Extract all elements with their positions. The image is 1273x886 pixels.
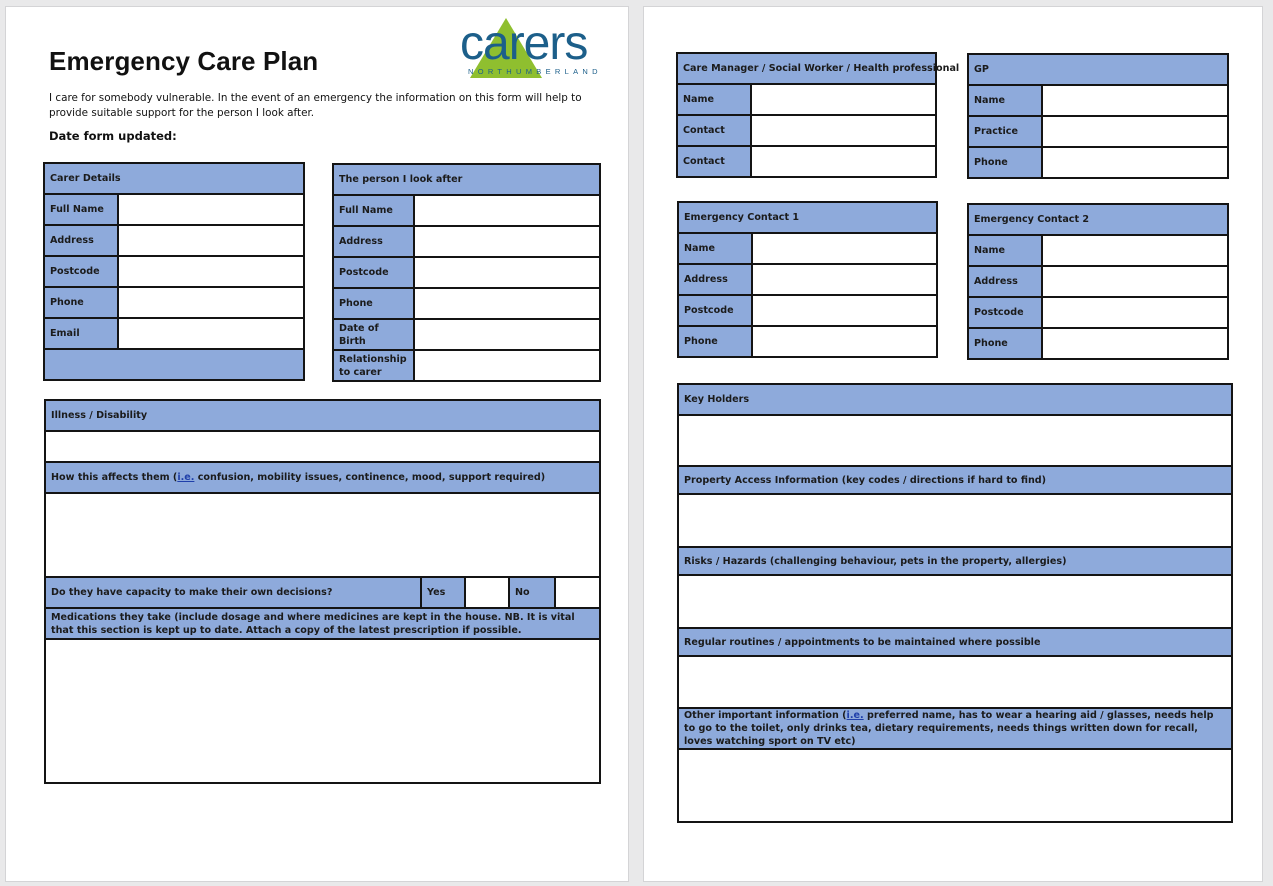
- field-label: Email: [44, 318, 118, 349]
- yes-field[interactable]: [465, 577, 509, 608]
- field-label: Contact: [677, 115, 751, 146]
- risks-field[interactable]: [678, 575, 1232, 628]
- ec1-postcode-field[interactable]: [752, 295, 937, 326]
- routines-heading: Regular routines / appointments to be maintained where possible: [678, 628, 1232, 656]
- field-label: Address: [44, 225, 118, 256]
- person-postcode-field[interactable]: [414, 257, 600, 288]
- care-manager-contact2-field[interactable]: [751, 146, 936, 177]
- relationship-label-line1: Relationship: [339, 353, 407, 365]
- affects-text-b: confusion, mobility issues, continence, mood, support required): [194, 472, 546, 483]
- property-access-heading: Property Access Information (key codes / directions if hard to find): [678, 466, 1232, 494]
- other-text-b: preferred name, has to wear a hearing aid / glasses, needs help to go to the toilet, only drinks tea, dietary requirements, needs things written down for recall, loves watching sport on TV etc): [684, 710, 1214, 747]
- ec2-name-field[interactable]: [1042, 235, 1228, 266]
- key-holders-heading: Key Holders: [678, 384, 1232, 415]
- field-label: Phone: [333, 288, 414, 319]
- person-full-name-field[interactable]: [414, 195, 600, 226]
- affects-ie: i.e.: [177, 472, 195, 483]
- person-phone-field[interactable]: [414, 288, 600, 319]
- capacity-question: Do they have capacity to make their own decisions?: [45, 577, 421, 608]
- field-label: [333, 319, 414, 350]
- medications-heading: Medications they take (include dosage and where medicines are kept in the house. NB. It is vital that this section is kept up to date. Attach a copy of the latest prescription if possible.: [45, 608, 600, 639]
- person-address-field[interactable]: [414, 226, 600, 257]
- field-label: Address: [333, 226, 414, 257]
- gp-practice-field[interactable]: [1042, 116, 1228, 147]
- emergency-contact-1-table: [677, 201, 938, 358]
- care-manager-name-field[interactable]: [751, 84, 936, 115]
- dob-label-line2: Birth: [339, 335, 366, 347]
- gp-heading: GP: [968, 54, 1228, 85]
- field-label: Name: [968, 235, 1042, 266]
- care-manager-table: [676, 52, 960, 178]
- affects-field[interactable]: [45, 493, 600, 577]
- field-label: Address: [968, 266, 1042, 297]
- field-label: Phone: [44, 287, 118, 318]
- carers-logo: [458, 15, 618, 79]
- page-two: [643, 6, 1263, 882]
- field-label: Phone: [678, 326, 752, 357]
- gp-table: [967, 53, 1229, 179]
- property-access-field[interactable]: [678, 494, 1232, 547]
- carer-phone-field[interactable]: [118, 287, 304, 318]
- illness-table: [44, 399, 601, 784]
- info-table: [677, 383, 1233, 823]
- field-label: Phone: [968, 328, 1042, 359]
- person-dob-field[interactable]: [414, 319, 600, 350]
- field-label: Postcode: [44, 256, 118, 287]
- carer-email-field[interactable]: [118, 318, 304, 349]
- ec1-name-field[interactable]: [752, 233, 937, 264]
- illness-heading: Illness / Disability: [45, 400, 600, 431]
- emergency-contact-2-table: [967, 203, 1229, 360]
- field-label: [333, 350, 414, 381]
- ec1-heading: Emergency Contact 1: [678, 202, 937, 233]
- field-label: Address: [678, 264, 752, 295]
- page-one: [5, 6, 629, 882]
- routines-field[interactable]: [678, 656, 1232, 708]
- ec2-address-field[interactable]: [1042, 266, 1228, 297]
- other-ie: i.e.: [846, 710, 864, 721]
- logo-subtitle: NORTHUMBERLAND: [468, 67, 602, 76]
- page-title: Emergency Care Plan: [49, 46, 319, 76]
- carer-full-name-field[interactable]: [118, 194, 304, 225]
- carer-details-footer: [44, 349, 304, 380]
- carer-details-heading: Carer Details: [44, 163, 304, 194]
- care-manager-contact-field[interactable]: [751, 115, 936, 146]
- person-relationship-field[interactable]: [414, 350, 600, 381]
- affects-text-a: How this affects them (: [51, 472, 178, 483]
- date-updated-label: Date form updated:: [49, 129, 177, 143]
- medications-field[interactable]: [45, 639, 600, 783]
- ec2-phone-field[interactable]: [1042, 328, 1228, 359]
- field-label: Full Name: [44, 194, 118, 225]
- gp-phone-field[interactable]: [1042, 147, 1228, 178]
- carer-address-field[interactable]: [118, 225, 304, 256]
- other-info-field[interactable]: [678, 749, 1232, 822]
- no-field[interactable]: [555, 577, 600, 608]
- carer-details-table: [43, 162, 305, 381]
- illness-field[interactable]: [45, 431, 600, 462]
- key-holders-field[interactable]: [678, 415, 1232, 466]
- logo-word: carers: [460, 17, 588, 70]
- field-label: Name: [677, 84, 751, 115]
- field-label: Full Name: [333, 195, 414, 226]
- dob-label-line1: Date of: [339, 322, 379, 334]
- no-label: No: [509, 577, 555, 608]
- yes-label: Yes: [421, 577, 465, 608]
- carer-postcode-field[interactable]: [118, 256, 304, 287]
- field-label: Name: [968, 85, 1042, 116]
- field-label: Phone: [968, 147, 1042, 178]
- person-heading: The person I look after: [333, 164, 600, 195]
- field-label: Name: [678, 233, 752, 264]
- gp-name-field[interactable]: [1042, 85, 1228, 116]
- ec2-heading: Emergency Contact 2: [968, 204, 1228, 235]
- ec1-phone-field[interactable]: [752, 326, 937, 357]
- ec2-postcode-field[interactable]: [1042, 297, 1228, 328]
- other-text-a: Other important information (: [684, 710, 847, 721]
- field-label: Contact: [677, 146, 751, 177]
- risks-heading: Risks / Hazards (challenging behaviour, pets in the property, allergies): [678, 547, 1232, 575]
- other-info-heading: [678, 708, 1232, 749]
- field-label: Practice: [968, 116, 1042, 147]
- affects-heading: [45, 462, 600, 493]
- field-label: Postcode: [968, 297, 1042, 328]
- ec1-address-field[interactable]: [752, 264, 937, 295]
- relationship-label-line2: to carer: [339, 366, 382, 378]
- care-manager-heading: Care Manager / Social Worker / Health professional: [677, 53, 936, 84]
- field-label: Postcode: [678, 295, 752, 326]
- person-table: [332, 163, 601, 382]
- field-label: Postcode: [333, 257, 414, 288]
- intro-text: I care for somebody vulnerable. In the event of an emergency the information on this form will help to provide suitable support for the person I look after.: [49, 92, 582, 119]
